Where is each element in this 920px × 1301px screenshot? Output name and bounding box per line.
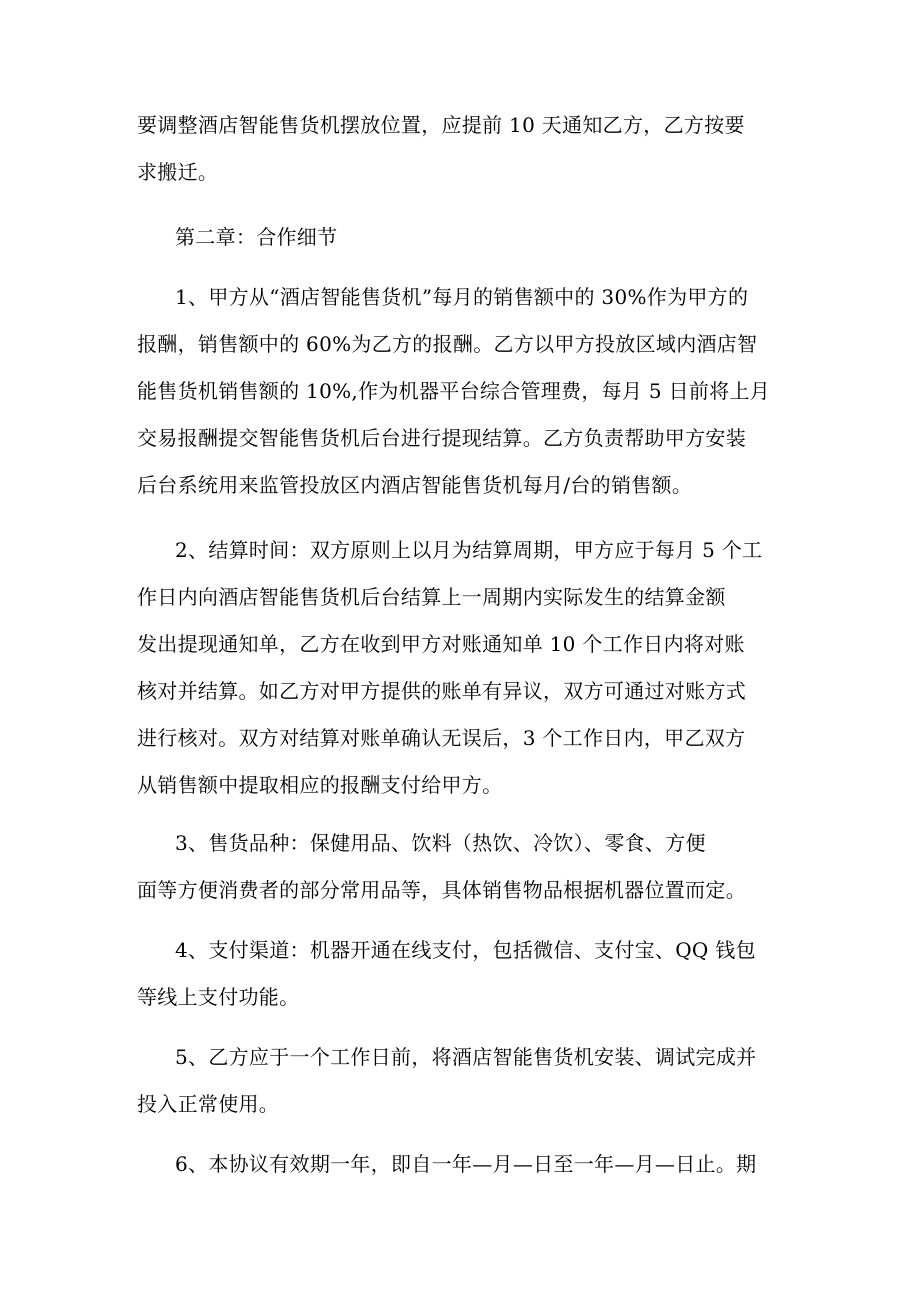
clause-6 [137, 1141, 787, 1188]
clause-5 [137, 1034, 787, 1128]
text-line: 发出提现通知单，乙方在收到甲方对账通知单 10 个工作日内将对账 [137, 632, 745, 656]
text-line: 后台系统用来监管投放区内酒店智能售货机每月/台的销售额。 [137, 473, 693, 497]
chapter-heading [137, 214, 787, 261]
text-line: 5、乙方应于一个工作日前，将酒店智能售货机安装、调试完成并 [175, 1045, 757, 1069]
text-line: 核对并结算。如乙方对甲方提供的账单有异议，双方可通过对账方式 [137, 679, 746, 703]
text-line: 报酬，销售额中的 60%为乙方的报酬。乙方以甲方投放区域内酒店智 [137, 332, 758, 356]
text-line: 要调整酒店智能售货机摆放位置，应提前 10 天通知乙方，乙方按要 [137, 113, 745, 137]
clause-2 [137, 527, 787, 809]
chapter-title: 第二章：合作细节 [175, 225, 338, 249]
text-line: 进行核对。双方对结算对账单确认无误后，3 个工作日内，甲乙双方 [137, 726, 746, 750]
text-line: 3、售货品种：保健用品、饮料（热饮、冷饮）、零食、方便 [175, 831, 706, 855]
text-line: 能售货机销售额的 10%,作为机器平台综合管理费，每月 5 日前将上月 [137, 379, 771, 403]
text-line: 投入正常使用。 [137, 1092, 280, 1116]
text-line: 1、甲方从“酒店智能售货机”每月的销售额中的 30%作为甲方的 [175, 285, 749, 309]
text-line: 面等方便消费者的部分常用品等，具体销售物品根据机器位置而定。 [137, 878, 746, 902]
clause-3 [137, 820, 787, 914]
text-line: 等线上支付功能。 [137, 985, 300, 1009]
text-line: 从销售额中提取相应的报酬支付给甲方。 [137, 773, 503, 797]
text-line: 交易报酬提交智能售货机后台进行提现结算。乙方负责帮助甲方安装 [137, 426, 746, 450]
text-line: 作日内向酒店智能售货机后台结算上一周期内实际发生的结算金额 [137, 585, 726, 609]
paragraph-continuation [137, 102, 787, 196]
text-line: 4、支付渠道：机器开通在线支付，包括微信、支付宝、QQ 钱包 [175, 938, 756, 962]
clause-4 [137, 927, 787, 1021]
text-line: 求搬迁。 [137, 160, 219, 184]
text-line: 2、结算时间：双方原则上以月为结算周期，甲方应于每月 5 个工 [175, 538, 763, 562]
clause-1 [137, 274, 787, 509]
text-line: 6、本协议有效期一年，即自一年—月—日至一年—月—日止。期 [175, 1152, 757, 1176]
